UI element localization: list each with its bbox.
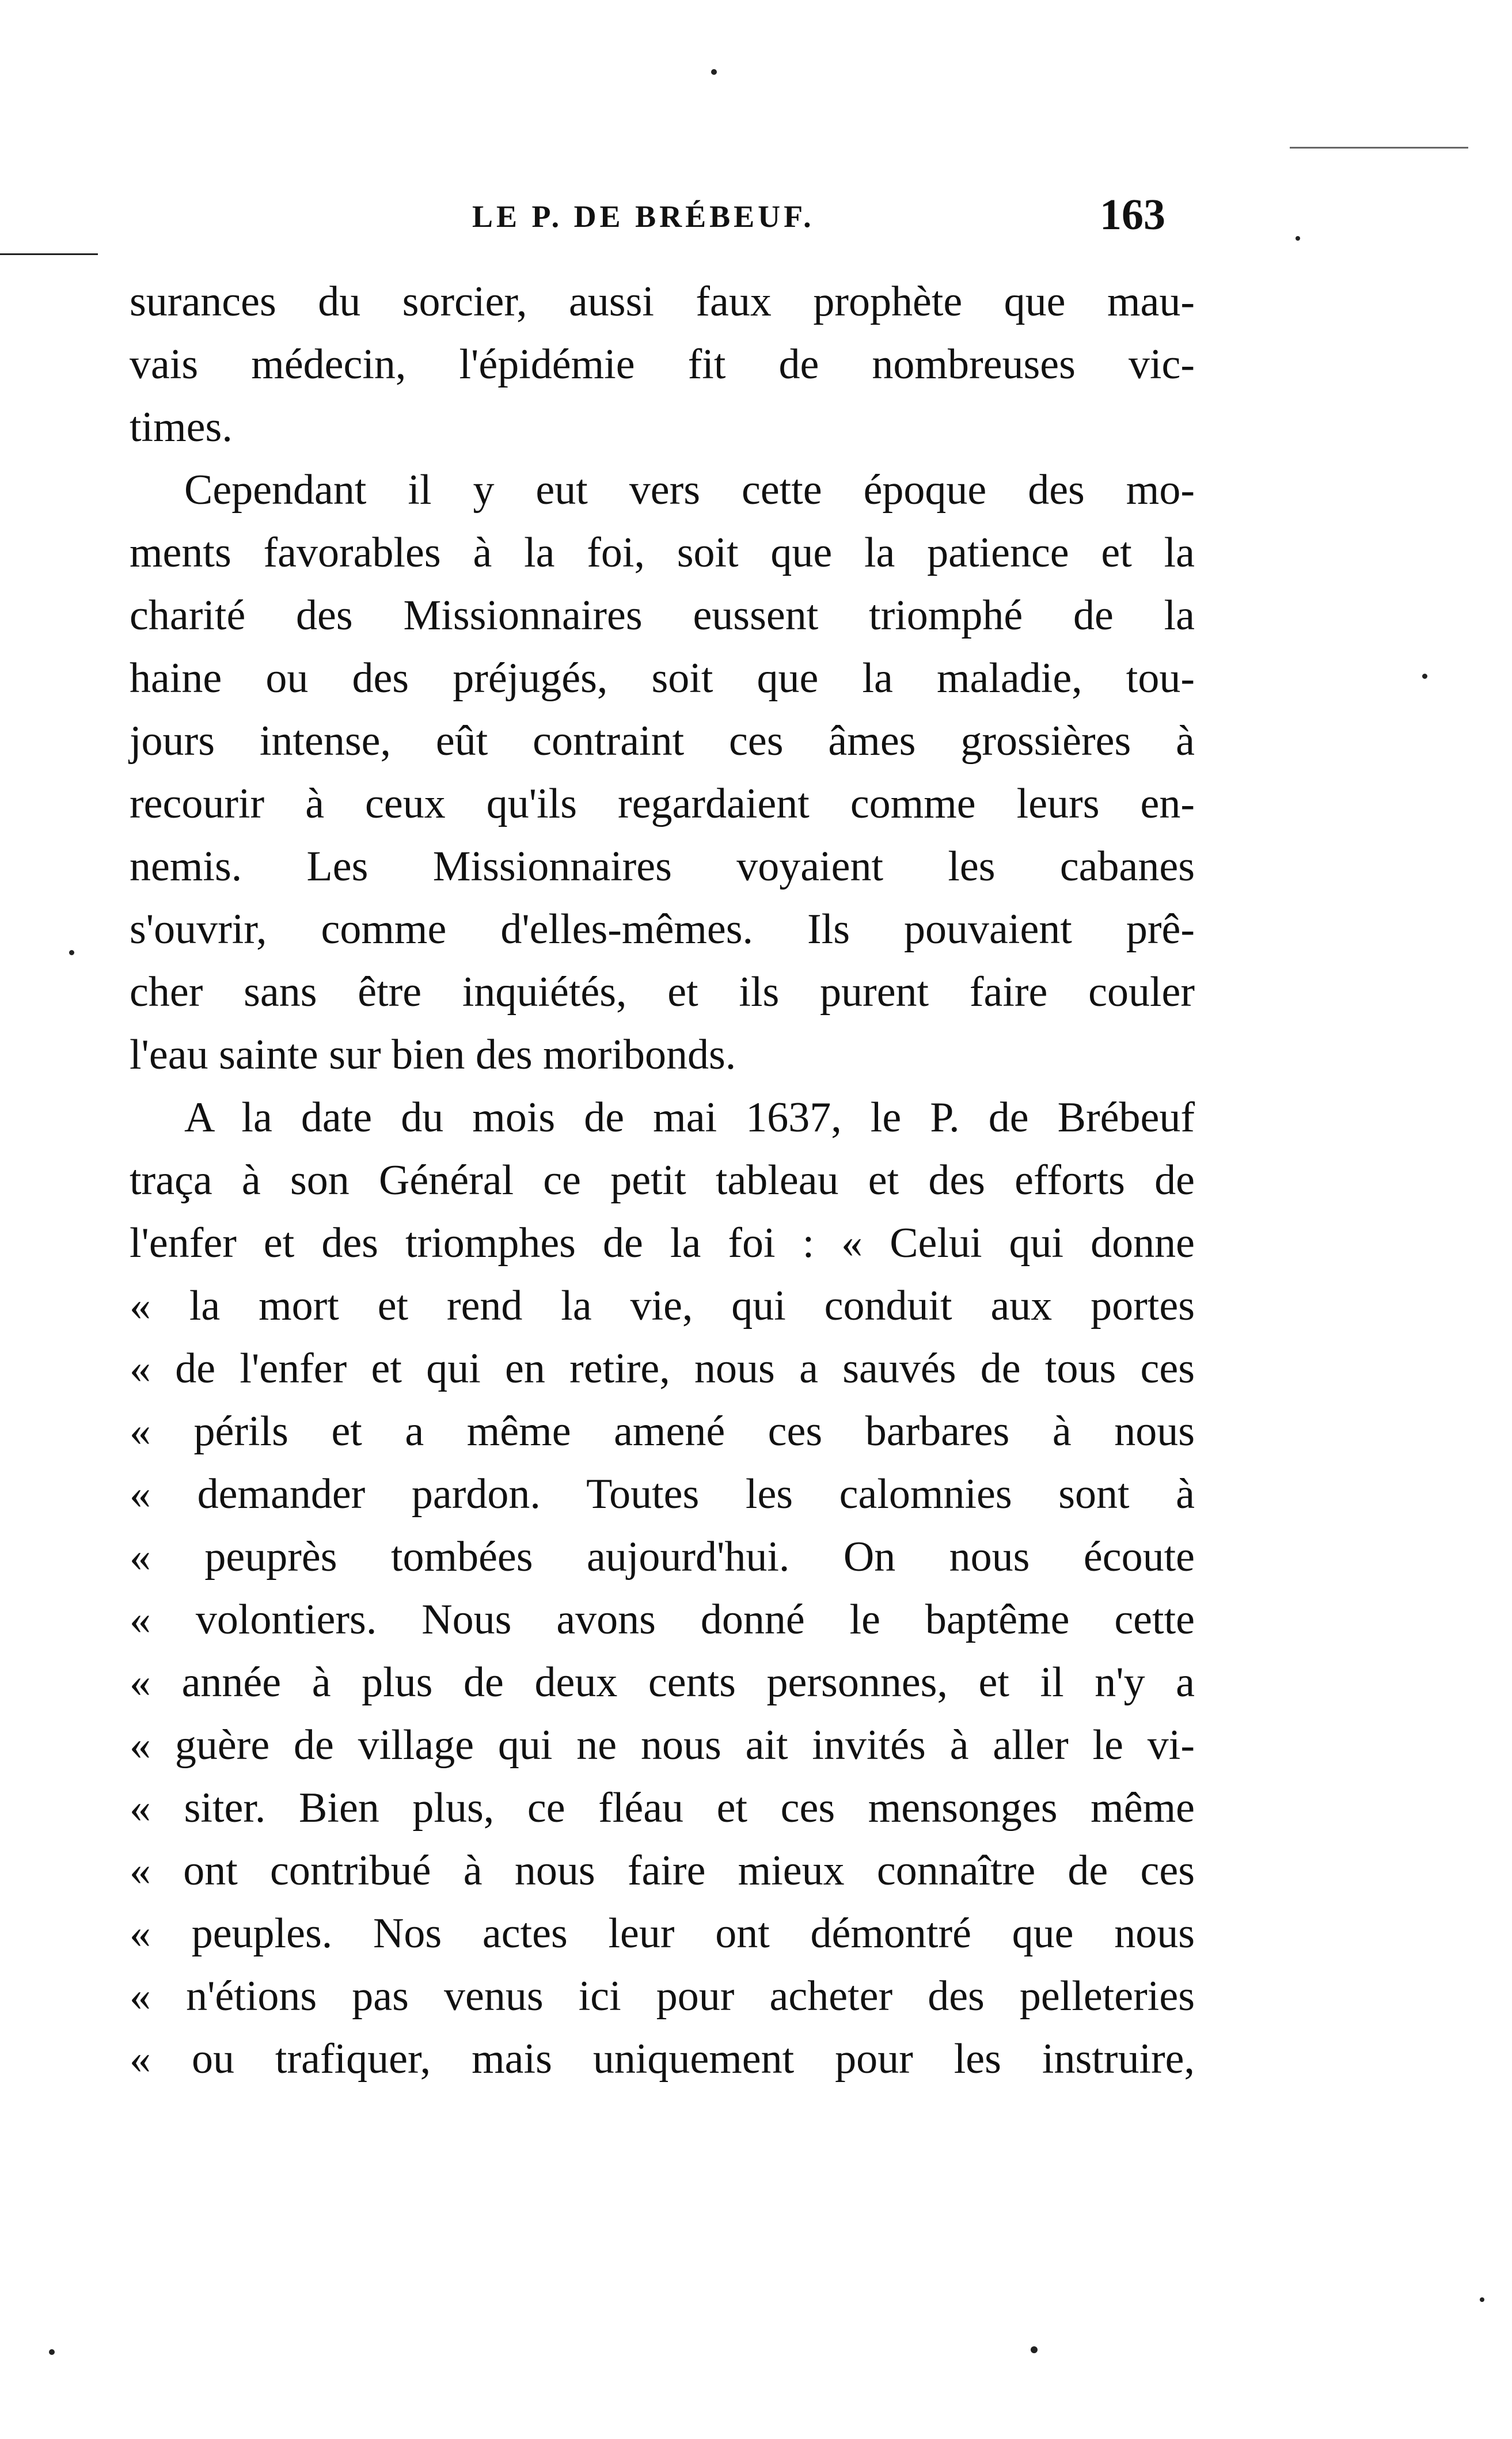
ink-speck bbox=[1422, 674, 1427, 679]
text-line: A la date du mois de mai 1637, le P. de Brébeuf bbox=[184, 1094, 1195, 1141]
running-head: LE P. DE BRÉBEUF. bbox=[472, 199, 815, 234]
text-line: jours intense, eût contraint ces âmes grossières à bbox=[130, 717, 1195, 765]
ink-speck bbox=[711, 69, 717, 75]
text-line: s'ouvrir, comme d'elles-mêmes. Ils pouvaient prê- bbox=[130, 906, 1195, 953]
text-line: l'eau sainte sur bien des moribonds. bbox=[130, 1031, 736, 1078]
text-line: « guère de village qui ne nous ait invités à aller le vi- bbox=[130, 1722, 1195, 1769]
text-line: traça à son Général ce petit tableau et des efforts de bbox=[130, 1157, 1195, 1204]
text-line: l'enfer et des triomphes de la foi : « Celui qui donne bbox=[130, 1220, 1195, 1267]
ink-speck bbox=[69, 950, 74, 955]
text-line: nemis. Les Missionnaires voyaient les cabanes bbox=[130, 843, 1195, 890]
text-line: « peuprès tombées aujourd'hui. On nous écoute bbox=[130, 1533, 1195, 1581]
text-line: « ou trafiquer, mais uniquement pour les instruire, bbox=[130, 2035, 1195, 2083]
text-line: haine ou des préjugés, soit que la maladie, tou- bbox=[130, 655, 1195, 702]
page-number: 163 bbox=[1100, 191, 1165, 239]
text-line: « peuples. Nos actes leur ont démontré que nous bbox=[130, 1910, 1195, 1957]
margin-rule bbox=[0, 253, 98, 255]
text-line: « n'étions pas venus ici pour acheter des pelleteries bbox=[130, 1973, 1195, 2020]
text-line: recourir à ceux qu'ils regardaient comme leurs en- bbox=[130, 780, 1195, 827]
text-line: « siter. Bien plus, ce fléau et ces mensonges même bbox=[130, 1784, 1195, 1832]
text-line: « ont contribué à nous faire mieux connaître de ces bbox=[130, 1847, 1195, 1894]
ink-speck bbox=[49, 2349, 55, 2355]
text-line: « demander pardon. Toutes les calomnies sont à bbox=[130, 1471, 1195, 1518]
body-text bbox=[130, 271, 1195, 2091]
margin-rule-right bbox=[1290, 147, 1468, 149]
ink-speck bbox=[1296, 236, 1300, 241]
text-line: « périls et a même amené ces barbares à nous bbox=[130, 1408, 1195, 1455]
text-line: Cependant il y eut vers cette époque des mo- bbox=[184, 466, 1195, 514]
text-line: vais médecin, l'épidémie fit de nombreuses vic- bbox=[130, 341, 1195, 388]
text-line: cher sans être inquiétés, et ils purent faire couler bbox=[130, 968, 1195, 1016]
text-line: charité des Missionnaires eussent triomphé de la bbox=[130, 592, 1195, 639]
text-line: surances du sorcier, aussi faux prophète que mau- bbox=[130, 278, 1195, 325]
text-line: ments favorables à la foi, soit que la patience et la bbox=[130, 529, 1195, 576]
text-line: « de l'enfer et qui en retire, nous a sauvés de tous ces bbox=[130, 1345, 1195, 1392]
text-line: « volontiers. Nous avons donné le baptême cette bbox=[130, 1596, 1195, 1643]
text-line: « la mort et rend la vie, qui conduit aux portes bbox=[130, 1282, 1195, 1329]
text-line: « année à plus de deux cents personnes, et il n'y a bbox=[130, 1659, 1195, 1706]
text-line: times. bbox=[130, 404, 233, 451]
ink-speck bbox=[1031, 2346, 1038, 2353]
ink-speck bbox=[1480, 2297, 1484, 2302]
